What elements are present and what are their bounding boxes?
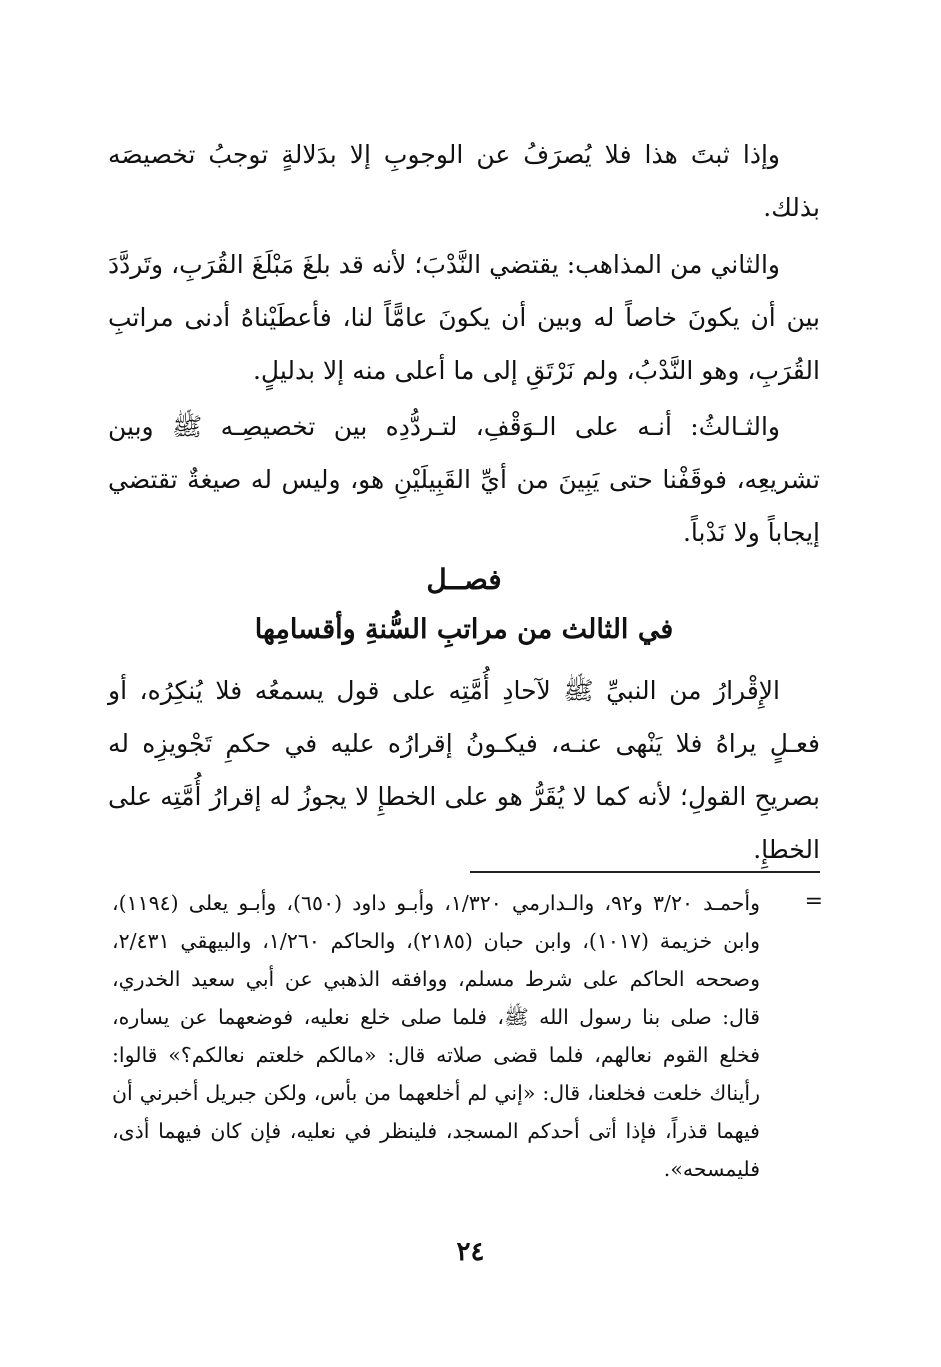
section-subtitle: في الثالث من مراتبِ السُّنةِ وأقسامِها [254, 614, 674, 645]
footnote-separator [470, 871, 820, 873]
paragraph-approval: الإِقْرارُ من النبيِّ ﷺ لآحادِ أُمَّتِه على قول يسمعُه فلا يُنكِرُه، أو فعـلٍ يراهُ فلا يَنْهى عنـه، فيكـونُ إقرارُه عليه في حكمِ تَجْويزِه له بصريحِ القولِ؛ لأنه كما لا يُقَرُّ هو على الخطإِ لا يجوزُ له إقرارُ أُمَّتِه على الخطإِ. [108, 676, 820, 864]
section-title: فصــل [426, 563, 502, 596]
footnote-continuation-marker: = [804, 889, 823, 914]
footnote-text: وأحمـد ٣/٢٠ و٩٢، والـدارمي ١/٣٢٠، وأبـو داود (٦٥٠)، وأبـو يعلى (١١٩٤)، وابن خزيمة (١٠١٧)، وابن حبان (٢١٨٥)، والحاكم ١/٢٦٠، والبيهقي ٢/٤٣١، وصححه الحاكم على شرط مسلم، ووافقه الذهبي عن أبي سعيد الخدري، قال: صلى بنا رسول الله ﷺ، فلما صلى خلع نعليه، فوضعهما عن يساره، فخلع القوم نعالهم، فلما قضى صلاته قال: «مالكم خلعتم نعالكم؟» قالوا: رأيناك خلعت فخلعنا، قال: «إني لم أخلعهما من بأس، ولكن جبريل أخبرني أن فيهما قذراً، فإذا أتى أحدكم المسجد، فلينظر في نعليه، فإن كان فيهما أذى، فليمسحه». [112, 891, 761, 1181]
paragraph-obligation: وإذا ثبتَ هذا فلا يُصرَفُ عن الوجوبِ إلا بدَلالةٍ توجبُ تخصيصَه بذلك. [108, 140, 820, 222]
paragraph-second-opinion: والثاني من المذاهب: يقتضي النَّدْبَ؛ لأنه قد بلغَ مَبْلَغَ القُرَبِ، وتَردَّدَ بين أن يكونَ خاصاً له وبين أن يكونَ عامًّاً لنا، فأعطَيْناهُ أدنى مراتبِ القُرَبِ، وهو النَّدْبُ، ولم نَرْتَقِ إلى ما أعلى منه إلا بدليلٍ. [108, 250, 820, 385]
page-number: ٢٤ [456, 1237, 485, 1267]
paragraph-third-opinion: والثـالثُ: أنـه على الـوَقْفِ، لتـردُّدِه بين تخصيصِـه ﷺ وبين تشريعِه، فوقَفْنا حتى يَبِينَ من أيِّ القَبِيلَيْنِ هو، وليس له صيغةٌ تقتضي إيجاباً ولا نَدْباً. [108, 412, 820, 547]
